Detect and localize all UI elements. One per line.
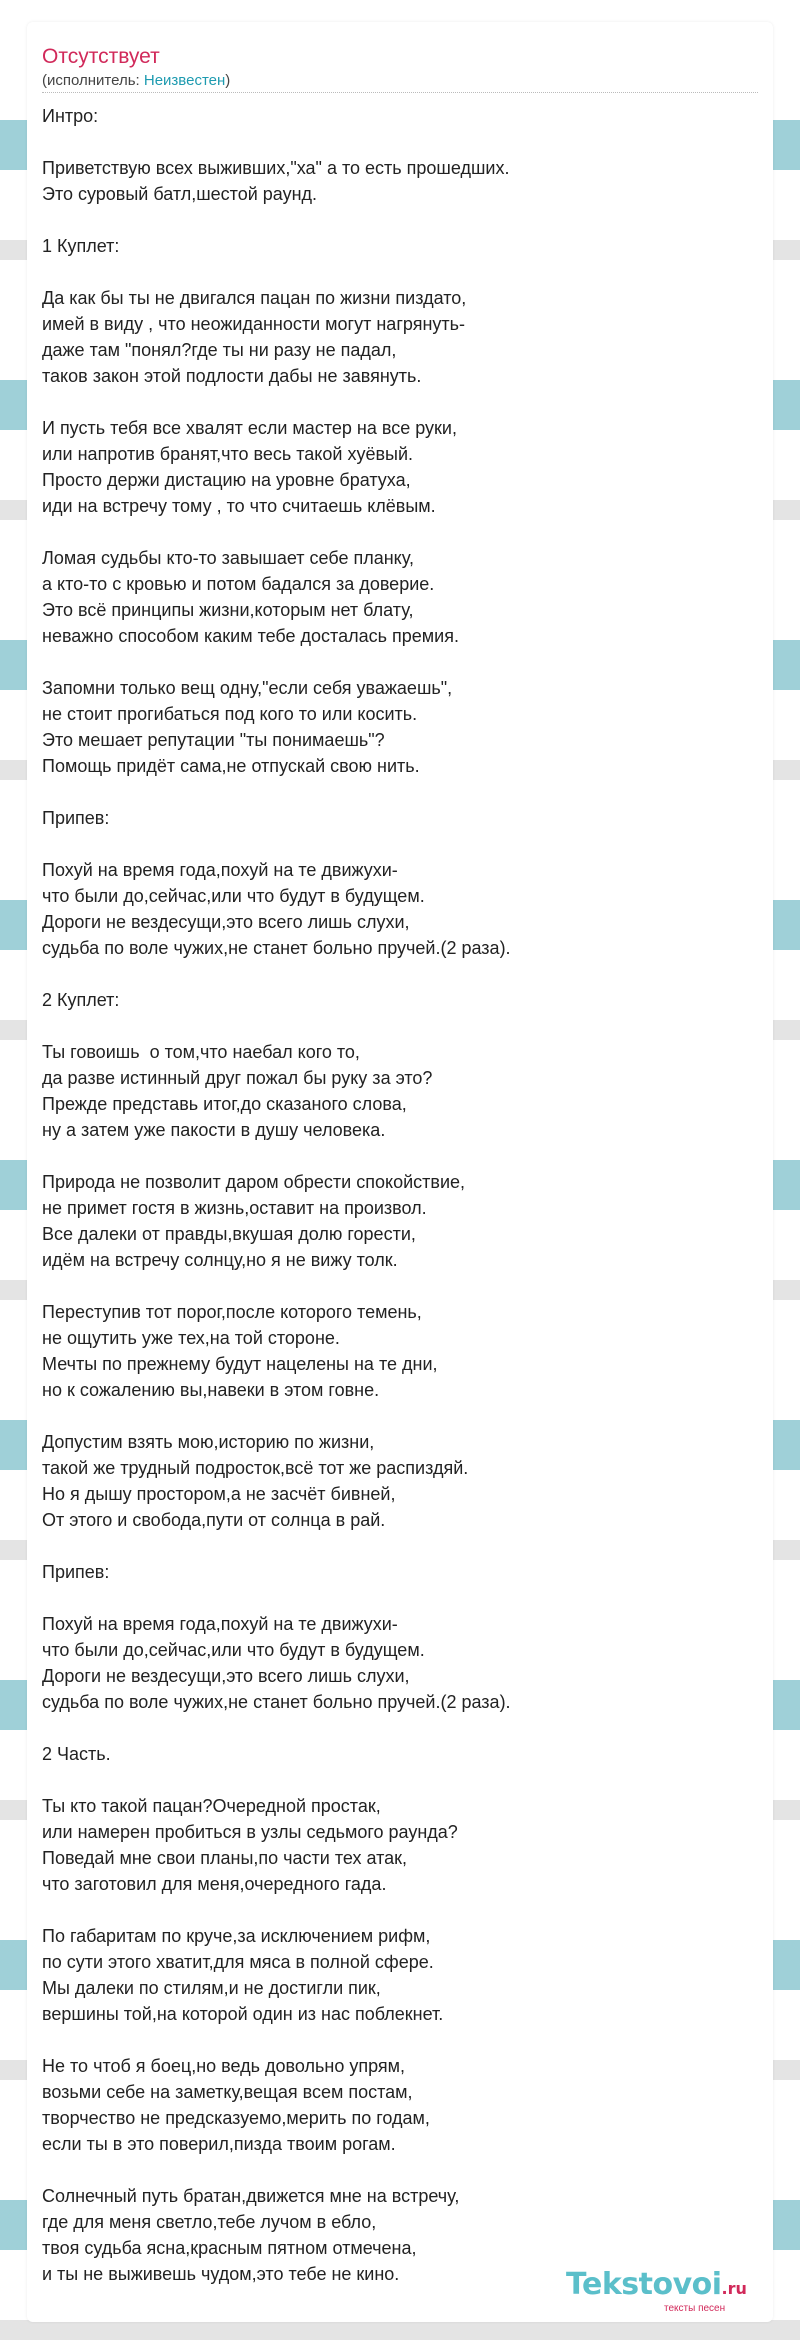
lyrics-text: Интро: Приветствую всех выживших,"ха" а то есть прошедших. Это суровый батл,шестой раунд. 1 Куплет: Да как бы ты не двигался пацан по жизни пиздато, имей в виду , что неожиданности могут нагрянуть- даже там "понял?где ты ни разу не падал, таков закон этой подлости дабы не завянуть. И пусть тебя все хвалят если мастер на все руки, или напротив бранят,что весь такой хуёвый. Просто держи дистацию на уровне братуха, иди на встречу тому , то что считаешь клёвым. Ломая судьбы кто-то завышает себе планку, а кто-то с кровью и потом бадался за доверие. Это всё принципы жизни,которым нет блату, неважно способом каким тебе досталась премия. Запомни только вещ одну,"если себя уважаешь", не стоит прогибаться под кого то или косить. Это мешает репутации "ты понимаешь"? Помощь придёт сама,не отпускай свою нить. Припев: Похуй на время года,похуй на те движухи- что были до,сейчас,или что будут в будущем. Дороги не вездесущи,это всего лишь слухи, судьба по воле чужих,не станет больно пручей.(2 раза). 2 Куплет: Ты говоишь о том,что наебал кого то, да разве истинный друг пожал бы руку за это? Прежде представь итог,до сказаного слова, ну а затем уже пакости в душу человека. Природа не позволит даром обрести спокойствие, не примет гостя в жизнь,оставит на произвол. Все далеки от правды,вкушая долю горести, идём на встречу солнцу,но я не вижу толк. Переступив тот порог,после которого темень, не ощутить уже тех,на той стороне. Мечты по прежнему будут нацелены на те дни, но к сожалению вы,навеки в этом говне. Допустим взять мою,историю по жизни, такой же трудный подросток,всё тот же распиздяй. Но я дышу простором,а не засчёт бивней, От этого и свобода,пути от солнца в рай. Припев: Похуй на время года,похуй на те движухи- что были до,сейчас,или что будут в будущем. Дороги не вездесущи,это всего лишь слухи, судьба по воле чужих,не станет больно пручей.(2 раза). 2 Часть. Ты кто такой пацан?Очередной простак, или намерен пробиться в узлы седьмого раунда? Поведай мне свои планы,по части тех атак, что заготовил для меня,очередного гада. По габаритам по круче,за исключением рифм, по сути этого хватит,для мяса в полной сфере. Мы далеки по стилям,и не достигли пик, вершины той,на которой один из нас поблекнет. Не то чтоб я боец,но ведь довольно упрям, возьми себе на заметку,вещая всем постам, творчество не предсказуемо,мерить по годам, если ты в это поверил,пизда твоим рогам. Солнечный путь братан,движется мне на встречу, где для меня светло,тебе лучом в ебло, твоя судьба ясна,красным пятном отмечена, и ты не выживешь чудом,это тебе не кино. <box>42 106 511 2284</box>
song-title: Отсутствует <box>42 45 160 68</box>
site-logo[interactable] <box>566 2265 778 2325</box>
logo-word: Tekstovoi <box>566 2267 722 2302</box>
artist-line <box>42 71 230 91</box>
artist-suffix: ) <box>225 72 231 89</box>
artist-link[interactable]: Неизвестен <box>143 72 226 89</box>
logo-tagline: тексты песен <box>664 2303 726 2314</box>
artist-prefix: (исполнитель: <box>42 72 144 89</box>
title-divider <box>42 92 758 93</box>
logo-tld: .ru <box>721 2279 747 2298</box>
